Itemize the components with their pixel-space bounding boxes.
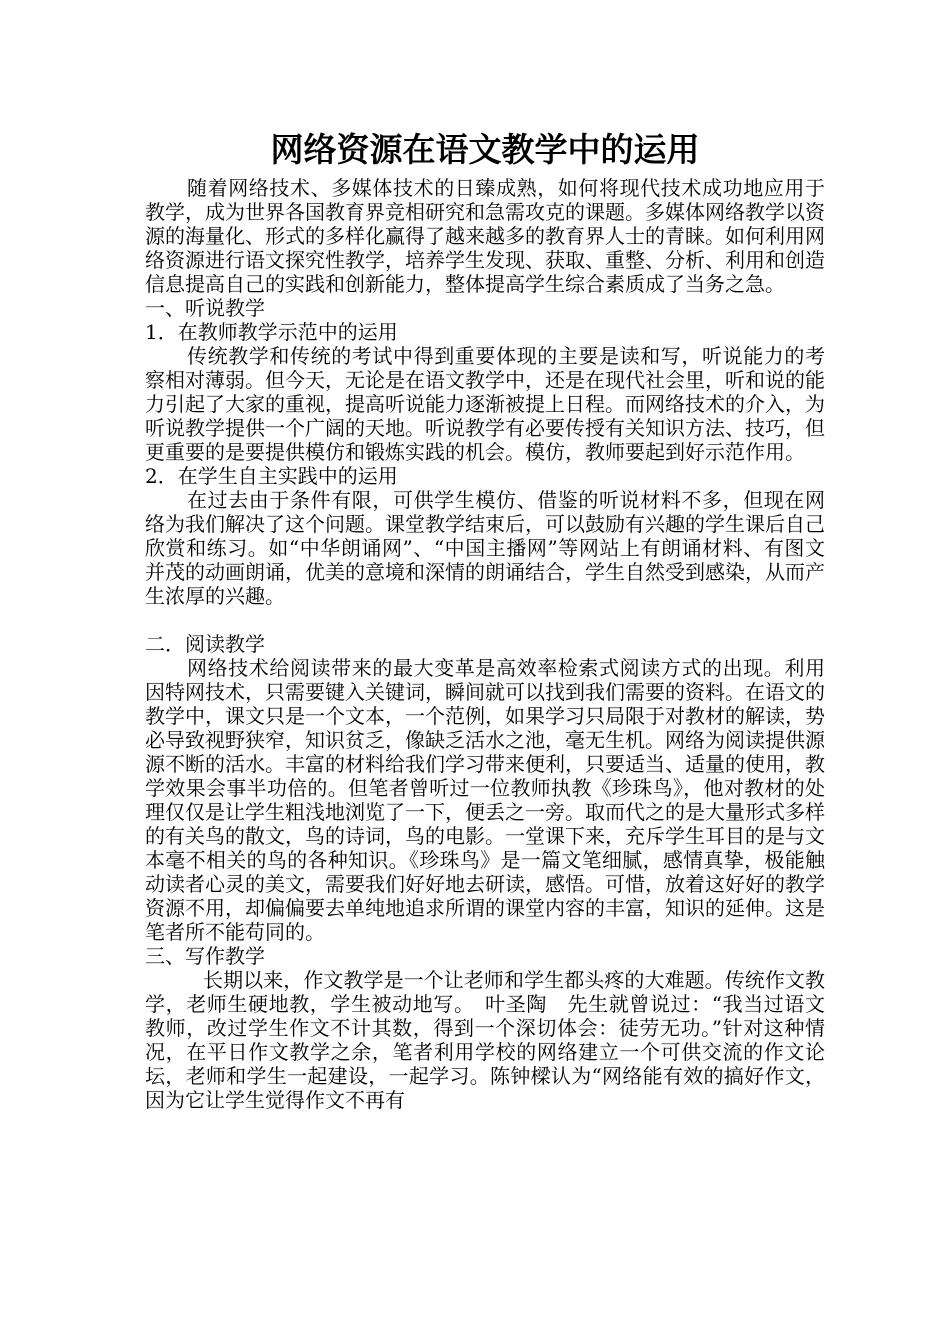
document-title: 网络资源在语文教学中的运用 <box>270 130 700 169</box>
subheading-teacher-demo: 1．在教师教学示范中的运用 <box>145 320 398 344</box>
subheading-student-practice: 2．在学生自主实践中的运用 <box>145 464 398 488</box>
document-page <box>145 128 825 1112</box>
paragraph-writing: 长期以来，作文教学是一个让老师和学生都头疼的大难题。传统作文教学，老师生硬地教，学生被动地写。 叶圣陶 先生就曾说过：“我当过语文教师，改过学生作文不计其数，得到一个深切体会：徒劳无功。”针对这种情况，在平日作文教学之余，笔者利用学校的网络建立一个可供交流的作文论坛，老师和学生一起建设，一起学习。陈钟樑认为“网络能有效的搞好作文，因为它让学生觉得作文不再有 <box>145 968 825 1112</box>
section-heading-reading: 二．阅读教学 <box>145 632 265 656</box>
blank-line <box>145 608 825 632</box>
section-heading-listening-speaking: 一、听说教学 <box>145 296 265 320</box>
section-heading-writing: 三、写作教学 <box>145 944 265 968</box>
paragraph-teacher-demo: 传统教学和传统的考试中得到重要体现的主要是读和写，听说能力的考察相对薄弱。但今天，无论是在语文教学中，还是在现代社会里，听和说的能力引起了大家的重视，提高听说能力逐渐被提上日程。而网络技术的介入，为听说教学提供一个广阔的天地。听说教学有必要传授有关知识方法、技巧，但更重要的是要提供模仿和锻炼实践的机会。模仿，教师要起到好示范作用。 <box>145 344 825 464</box>
paragraph-student-practice: 在过去由于条件有限，可供学生模仿、借鉴的听说材料不多，但现在网络为我们解决了这个问题。课堂教学结束后，可以鼓励有兴趣的学生课后自己欣赏和练习。如“中华朗诵网”、“中国主播网”等网站上有朗诵材料、有图文并茂的动画朗诵，优美的意境和深情的朗诵结合，学生自然受到感染，从而产生浓厚的兴趣。 <box>145 488 825 608</box>
paragraph-reading: 网络技术给阅读带来的最大变革是高效率检索式阅读方式的出现。利用因特网技术，只需要键入关键词，瞬间就可以找到我们需要的资料。在语文的教学中，课文只是一个文本，一个范例，如果学习只局限于对教材的解读，势必导致视野狭窄，知识贫乏，像缺乏活水之池，毫无生机。网络为阅读提供源源不断的活水。丰富的材料给我们学习带来便利，只要适当、适量的使用，教学效果会事半功倍的。但笔者曾听过一位教师执教《珍珠鸟》，他对教材的处理仅仅是让学生粗浅地浏览了一下，便丢之一旁。取而代之的是大量形式多样的有关鸟的散文，鸟的诗词，鸟的电影。一堂课下来，充斥学生耳目的是与文本毫不相关的鸟的各种知识。《珍珠鸟》是一篇文笔细腻，感情真挚，极能触动读者心灵的美文，需要我们好好地去研读，感悟。可惜，放着这好好的教学资源不用，却偏偏要去单纯地追求所谓的课堂内容的丰富，知识的延伸。这是笔者所不能苟同的。 <box>145 656 825 944</box>
intro-paragraph: 随着网络技术、多媒体技术的日臻成熟，如何将现代技术成功地应用于教学，成为世界各国教育界竞相研究和急需攻克的课题。多媒体网络教学以资源的海量化、形式的多样化赢得了越来越多的教育界人士的青睐。如何利用网络资源进行语文探究性教学，培养学生发现、获取、重整、分析、利用和创造信息提高自己的实践和创新能力，整体提高学生综合素质成了当务之急。 <box>145 176 825 296</box>
